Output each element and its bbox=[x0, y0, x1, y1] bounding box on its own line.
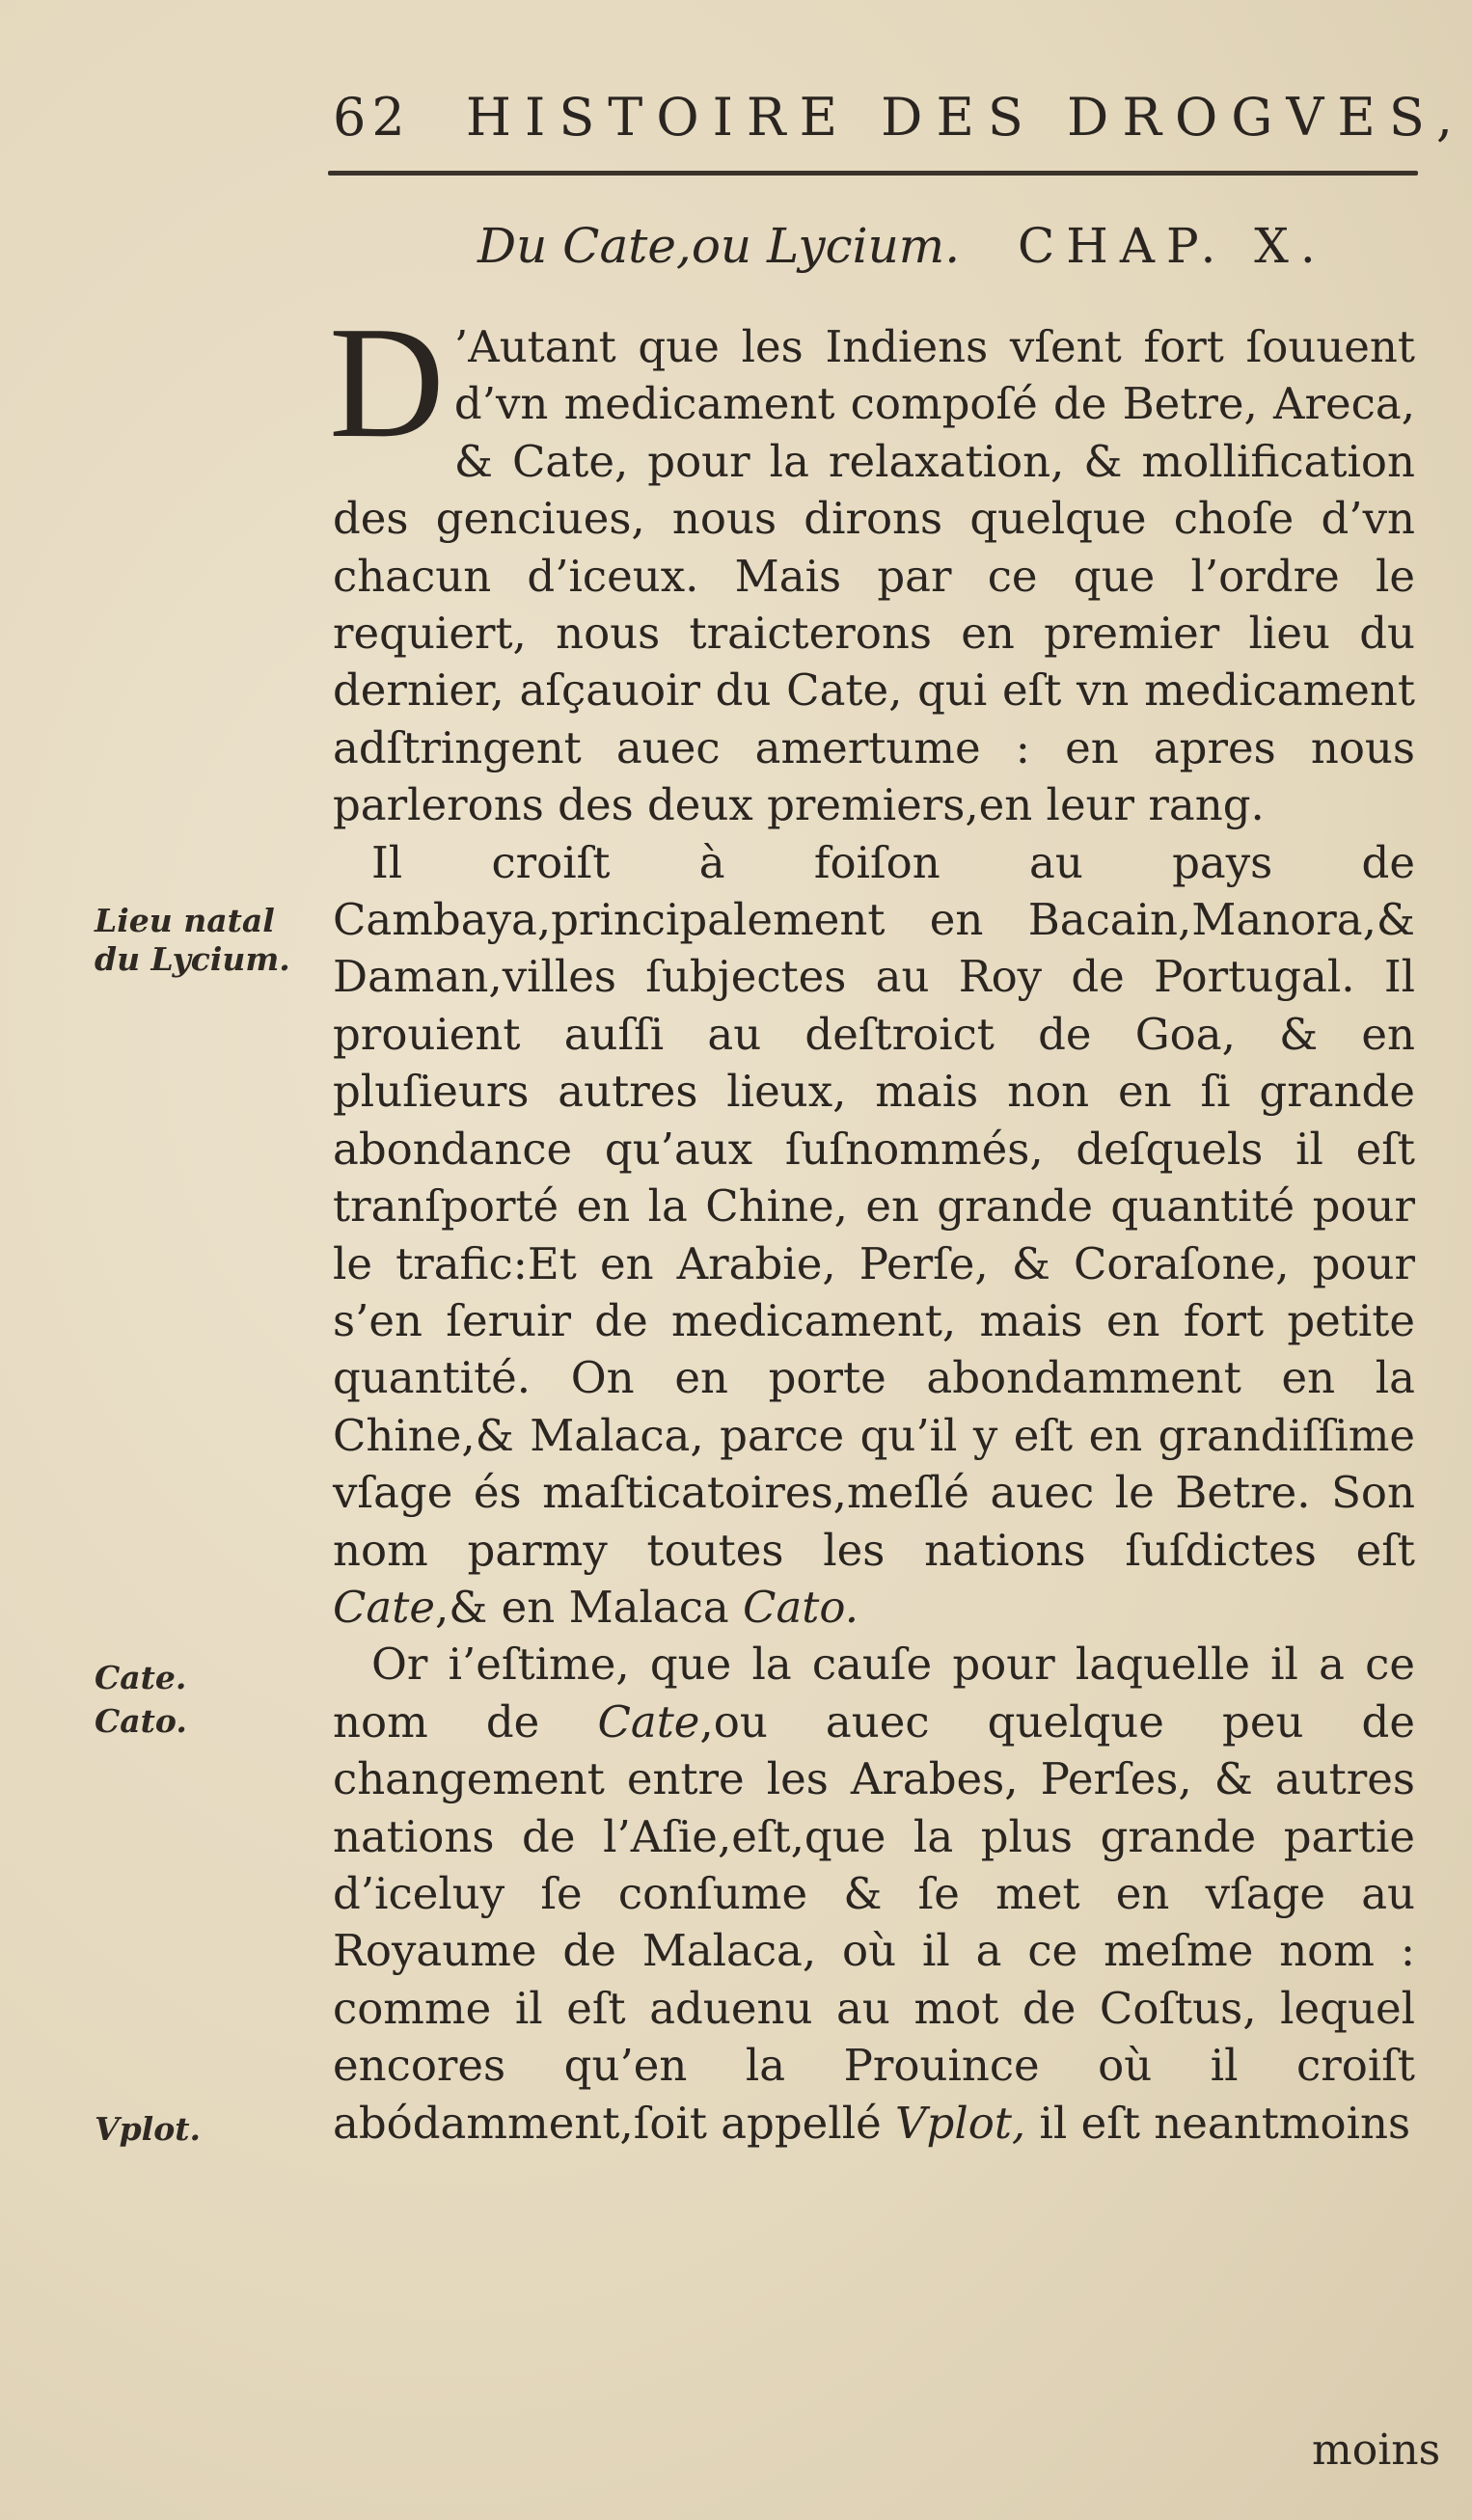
margin-note-cate: Cate. bbox=[95, 1659, 187, 1696]
chapter-heading bbox=[477, 218, 1346, 285]
italic-cato: Cato. bbox=[743, 1581, 859, 1633]
page-number: 62 bbox=[333, 87, 411, 148]
paragraph-3-end: il eſt neantmoins bbox=[1039, 2097, 1411, 2149]
paragraph-3-text: ,ou auec quelque peu de changement entre les Arabes, Perſes, & autres nations de l’Aſie,eſt,que la plus grande partie d’iceluy ſe conſume & ſe met en vſage au Royaume de Malaca, où il a ce meſme nom : comme il eſt aduenu au mot de Coſtus, lequel encores qu’en la Prouince où il croiſt abódamment,ſoit appellé bbox=[333, 1695, 1415, 2149]
margin-note-cato: Cato. bbox=[95, 1702, 187, 1740]
italic-cate: Cate bbox=[333, 1581, 435, 1633]
paragraph-3-start: Or i’eſtime, que la cauſe pour laquelle il a ce nom de bbox=[333, 1639, 1415, 1748]
catchword: moins bbox=[1312, 2425, 1441, 2475]
paragraph-1-text: ’Autant que les Indiens vſent fort ſouuent d’vn medicament compoſé de Betre, Areca, & Cate, pour la relaxation, & mollification des genciues, nous dirons quelque choſe d’vn chacun d’iceux. Mais par ce que l’ordre le requiert, nous traicterons en premier lieu du dernier, aſçauoir du Cate, qui eſt vn medicament adſtringent auec amertume : en apres nous parlerons des deux premiers,en leur rang. bbox=[333, 321, 1415, 831]
running-head bbox=[333, 87, 1467, 154]
italic-vplot: Vplot, bbox=[895, 2097, 1026, 2149]
paragraph-2-text: Il croiſt à foiſon au pays de Cambaya,principalement en Bacain,Manora,& Daman,villes ſubjectes au Roy de Portugal. Il prouient auſſi au deſtroict de Goa, & en pluſieurs autres lieux, mais non en ſi grande abondance qu’aux ſuſnommés, deſquels il eſt tranſporté en la Chine, en grande quantité pour le trafic:Et en Arabie, Perſe, & Coraſone, pour s’en ſeruir de medicament, mais en fort petite quantité. On en porte abondamment en la Chine,& Malaca, parce qu’il y eſt en grandiſſime vſage és maſticatoires,meſlé auec le Betre. Son nom parmy toutes les nations ſuſdictes eſt bbox=[333, 836, 1415, 1576]
header-rule bbox=[328, 171, 1418, 176]
running-title: HISTOIRE DES DROGVES, bbox=[465, 87, 1467, 148]
chapter-label: CHAP. X. bbox=[1018, 218, 1327, 274]
text-body bbox=[329, 293, 1415, 2152]
chapter-subject: Du Cate,ou Lycium. bbox=[477, 218, 961, 274]
margin-note-lieu-natal: Lieu natal du Lycium. bbox=[95, 902, 290, 978]
paragraph-1 bbox=[329, 293, 1415, 834]
italic-cate-2: Cate bbox=[597, 1695, 700, 1748]
paragraph-2-mid: ,& en Malaca bbox=[434, 1581, 729, 1633]
margin-note-vplot: Vplot. bbox=[95, 2110, 201, 2148]
paragraph-3 bbox=[333, 1636, 1415, 2152]
drop-capital: D bbox=[329, 293, 445, 471]
paragraph-2 bbox=[333, 834, 1415, 1637]
